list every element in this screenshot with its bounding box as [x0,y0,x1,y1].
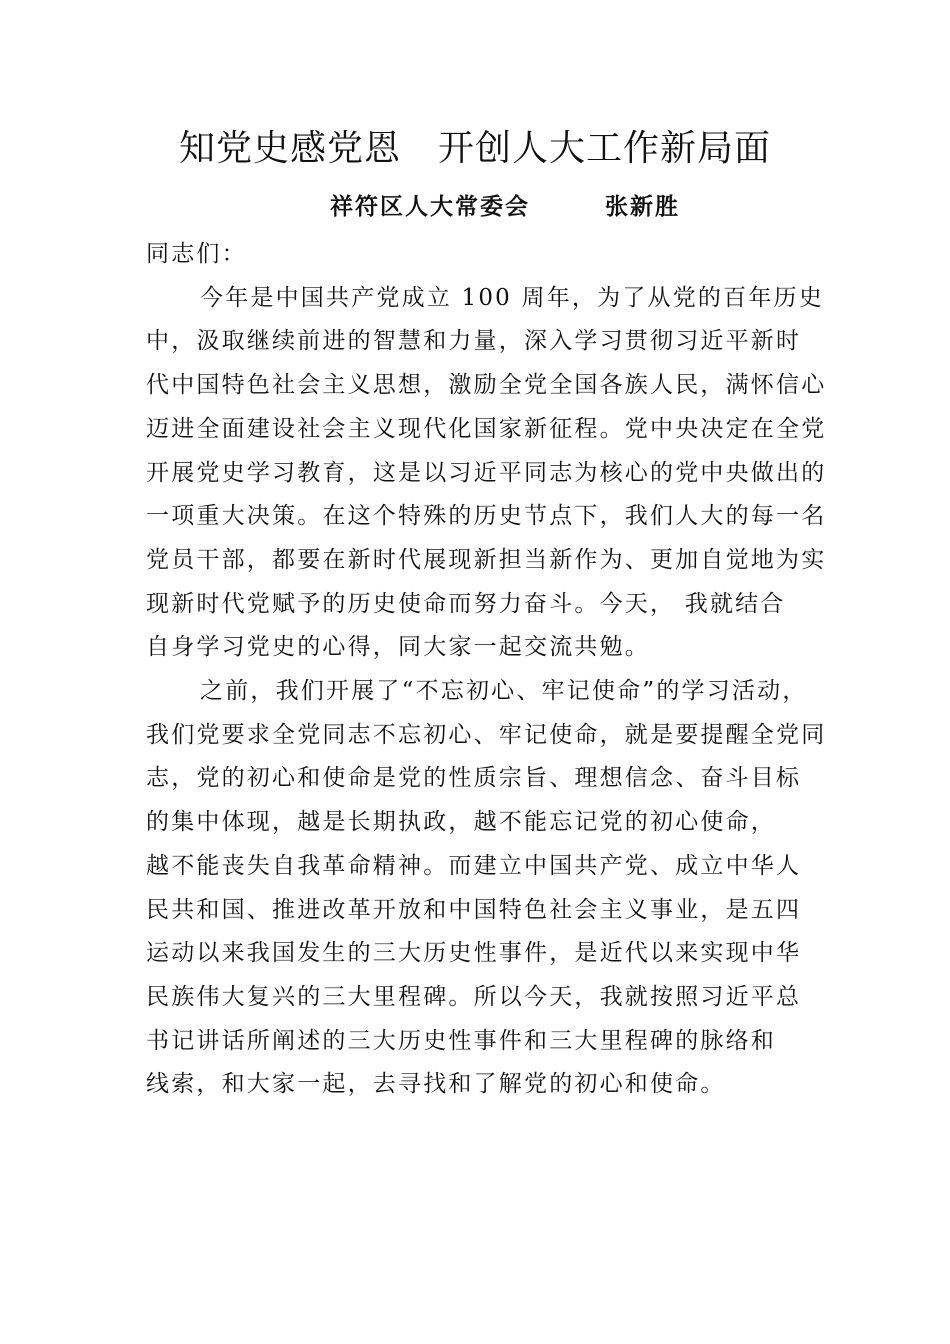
salutation: 同志们： [146,241,247,267]
text-line: 运动以来我国发生的三大历史性事件，是近代以来实现中华 [146,940,802,967]
text-line: 今年是中国共产党成立 100 周年，为了从党的百年历史 [200,284,824,311]
text-line: 现新时代党赋予的历史使命而努力奋斗。今天， 我就结合 [146,590,786,617]
text-line: 民共和国、推进改革开放和中国特色社会主义事业，是五四 [146,896,802,923]
document-body [146,233,826,1107]
text-line: 开展党史学习教育，这是以习近平同志为核心的党中央做出的 [146,459,827,486]
paragraph-2 [146,670,826,1107]
text-line: 代中国特色社会主义思想，激励全党全国各族人民，满怀信心 [146,372,827,399]
text-line: 的集中体现，越是长期执政，越不能忘记党的初心使命， [146,809,776,836]
text-line: 中，汲取继续前进的智慧和力量，深入学习贯彻习近平新时 [146,328,802,355]
paragraph-1 [146,277,826,670]
document-title: 知党史感党恩 开创人大工作新局面 [178,128,771,169]
text-line: 志，党的初心和使命是党的性质宗旨、理想信念、奋斗目标 [146,765,802,792]
text-line: 自身学习党史的心得，同大家一起交流共勉。 [146,634,650,661]
text-line: 线索，和大家一起，去寻找和了解党的初心和使命。 [146,1071,726,1098]
author-byline: 祥符区人大常委会 张新胜 [330,193,680,220]
text-line: 越不能丧失自我革命精神。而建立中国共产党、成立中华人 [146,852,802,879]
text-line: 书记讲话所阐述的三大历史性事件和三大里程碑的脉络和 [146,1027,776,1054]
text-line: 一项重大决策。在这个特殊的历史节点下，我们人大的每一名 [146,503,827,530]
text-line: 迈进全面建设社会主义现代化国家新征程。党中央决定在全党 [146,415,827,442]
text-line: 我们党要求全党同志不忘初心、牢记使命，就是要提醒全党同 [146,721,827,748]
text-line: 民族伟大复兴的三大里程碑。所以今天，我就按照习近平总 [146,983,802,1010]
text-line: 党员干部，都要在新时代展现新担当新作为、更加自觉地为实 [146,546,827,573]
text-line: 之前，我们开展了“不忘初心、牢记使命”的学习活动， [200,678,808,705]
